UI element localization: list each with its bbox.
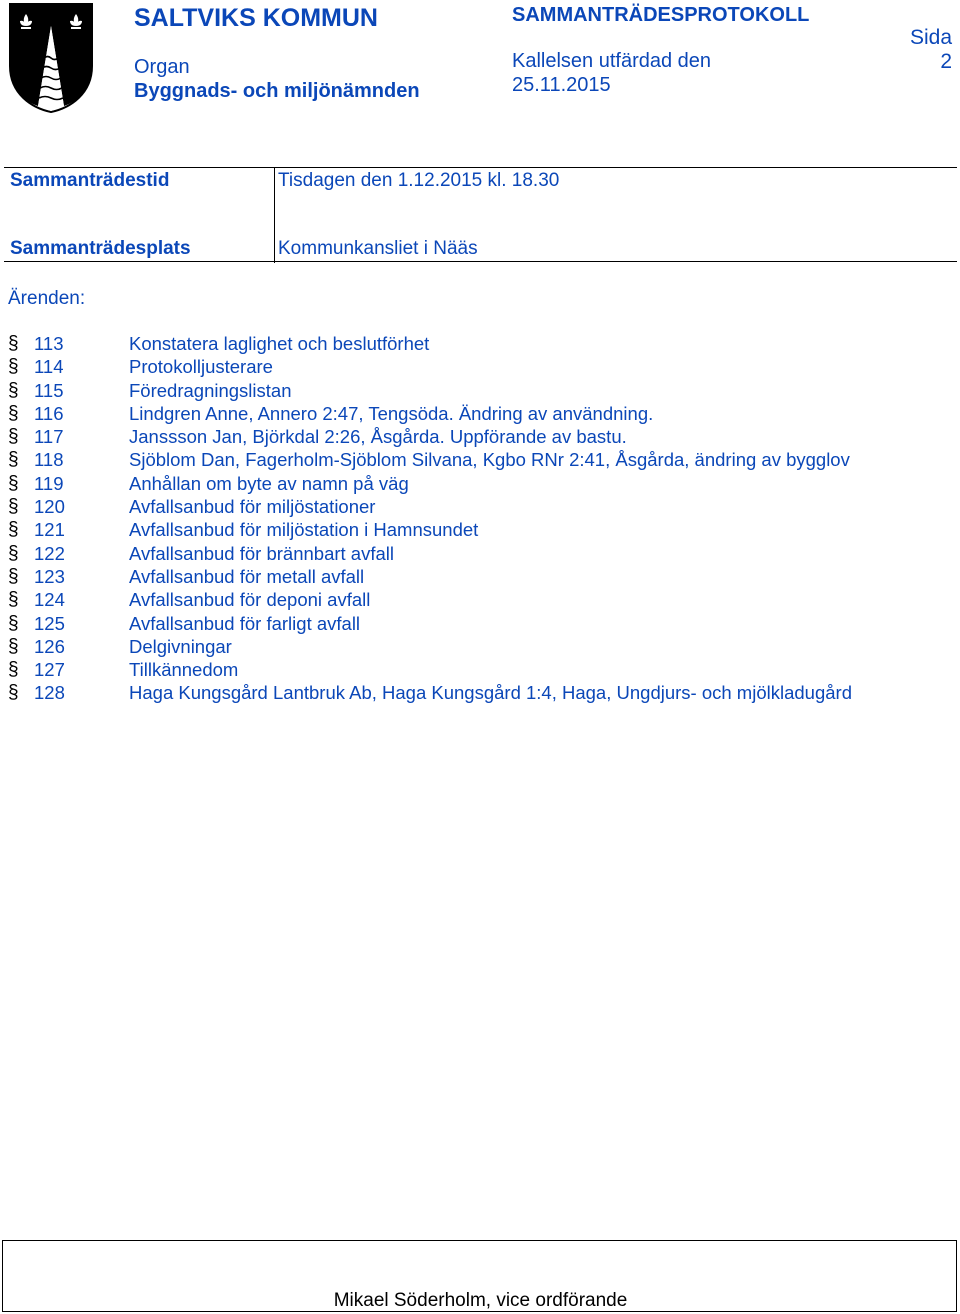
section-icon: § <box>8 519 19 541</box>
agenda-item-text: Avfallsanbud för miljöstation i Hamnsundet <box>129 519 479 541</box>
agenda-item-number: 128 <box>34 682 65 704</box>
agenda-item-number: 125 <box>34 612 65 634</box>
agenda-item <box>8 635 948 658</box>
meeting-time-label: Sammanträdestid <box>10 170 170 191</box>
agenda-item-text: Tillkännedom <box>129 659 239 681</box>
agenda-item-text: Föredragningslistan <box>129 379 292 401</box>
agenda-item-text: Sjöblom Dan, Fagerholm-Sjöblom Silvana, Kgbo RNr 2:41, Åsgårda, ändring av bygglov <box>129 449 850 471</box>
agenda-heading: Ärenden: <box>8 288 86 309</box>
section-icon: § <box>8 659 19 681</box>
municipality-name: SALTVIKS KOMMUN <box>134 4 378 32</box>
agenda-item-text: Avfallsanbud för brännbart avfall <box>129 542 394 564</box>
section-icon: § <box>8 379 19 401</box>
protocol-title: SAMMANTRÄDESPROTOKOLL <box>512 4 810 26</box>
agenda-item-number: 127 <box>34 659 65 681</box>
agenda-item-number: 117 <box>34 426 64 448</box>
section-icon: § <box>8 333 19 354</box>
agenda-item-text: Avfallsanbud för miljöstationer <box>129 496 376 518</box>
section-icon: § <box>8 682 19 704</box>
agenda-item <box>8 402 948 425</box>
agenda-item <box>8 612 948 635</box>
notice-label: Kallelsen utfärdad den <box>512 50 712 72</box>
agenda-item <box>8 425 948 448</box>
meeting-info-table <box>4 167 957 262</box>
signature-name: Mikael Söderholm, vice ordförande <box>333 1290 628 1311</box>
meeting-place-value: Kommunkansliet i Nääs <box>278 238 478 259</box>
agenda-item-number: 122 <box>34 542 65 564</box>
agenda-item-text: Lindgren Anne, Annero 2:47, Tengsöda. Ändring av användning. <box>129 402 654 424</box>
section-icon: § <box>8 356 19 378</box>
agenda-item-number: 116 <box>34 402 64 424</box>
agenda-item-number: 115 <box>34 379 64 401</box>
notice-date: 25.11.2015 <box>512 74 611 96</box>
section-icon: § <box>8 589 19 611</box>
section-icon: § <box>8 449 19 471</box>
section-icon: § <box>8 612 19 634</box>
agenda-item <box>8 588 948 611</box>
agenda-item-text: Protokolljusterare <box>129 356 273 378</box>
organ-label: Organ <box>134 56 190 78</box>
agenda-item-text: Delgivningar <box>129 635 232 657</box>
agenda-item-number: 124 <box>34 589 65 611</box>
section-icon: § <box>8 402 19 424</box>
agenda-item-number: 118 <box>34 449 64 471</box>
agenda-item <box>8 542 948 565</box>
agenda-item-number: 120 <box>34 496 65 518</box>
organ-name: Byggnads- och miljönämnden <box>134 80 420 102</box>
page-label: Sida <box>909 26 952 49</box>
agenda-item-number: 114 <box>34 356 64 378</box>
section-icon: § <box>8 565 19 587</box>
agenda-item <box>8 448 948 471</box>
section-icon: § <box>8 426 19 448</box>
agenda-item <box>8 518 948 541</box>
agenda-item <box>8 379 948 402</box>
agenda-item <box>8 658 948 681</box>
agenda-item <box>8 565 948 588</box>
agenda-item-number: 121 <box>34 519 65 541</box>
agenda-item <box>8 355 948 378</box>
agenda-item <box>8 495 948 518</box>
table-divider <box>274 168 275 263</box>
agenda-item-text: Avfallsanbud för metall avfall <box>129 565 365 587</box>
agenda-item-text: Konstatera laglighet och beslutförhet <box>129 333 430 354</box>
section-icon: § <box>8 542 19 564</box>
agenda-item <box>8 332 948 355</box>
agenda-item-text: Janssson Jan, Björkdal 2:26, Åsgårda. Uppförande av bastu. <box>129 426 627 448</box>
section-icon: § <box>8 472 19 494</box>
agenda-item-number: 123 <box>34 565 65 587</box>
signature-box <box>2 1240 957 1312</box>
section-icon: § <box>8 635 19 657</box>
agenda-item-number: 119 <box>34 472 64 494</box>
page-number: 2 <box>940 50 952 73</box>
section-icon: § <box>8 496 19 518</box>
agenda-item <box>8 681 948 704</box>
agenda-item-number: 126 <box>34 635 65 657</box>
meeting-time-value: Tisdagen den 1.12.2015 kl. 18.30 <box>278 170 560 191</box>
agenda-item-number: 113 <box>34 333 64 354</box>
agenda-item-text: Avfallsanbud för deponi avfall <box>129 589 371 611</box>
coat-of-arms-icon <box>8 2 94 114</box>
agenda-item-text: Anhållan om byte av namn på väg <box>129 472 409 494</box>
meeting-place-label: Sammanträdesplats <box>10 238 191 259</box>
agenda-list <box>8 332 948 705</box>
agenda-item <box>8 472 948 495</box>
agenda-item-text: Avfallsanbud för farligt avfall <box>129 612 361 634</box>
agenda-item-text: Haga Kungsgård Lantbruk Ab, Haga Kungsgård 1:4, Haga, Ungdjurs- och mjölkladugård <box>129 682 852 704</box>
